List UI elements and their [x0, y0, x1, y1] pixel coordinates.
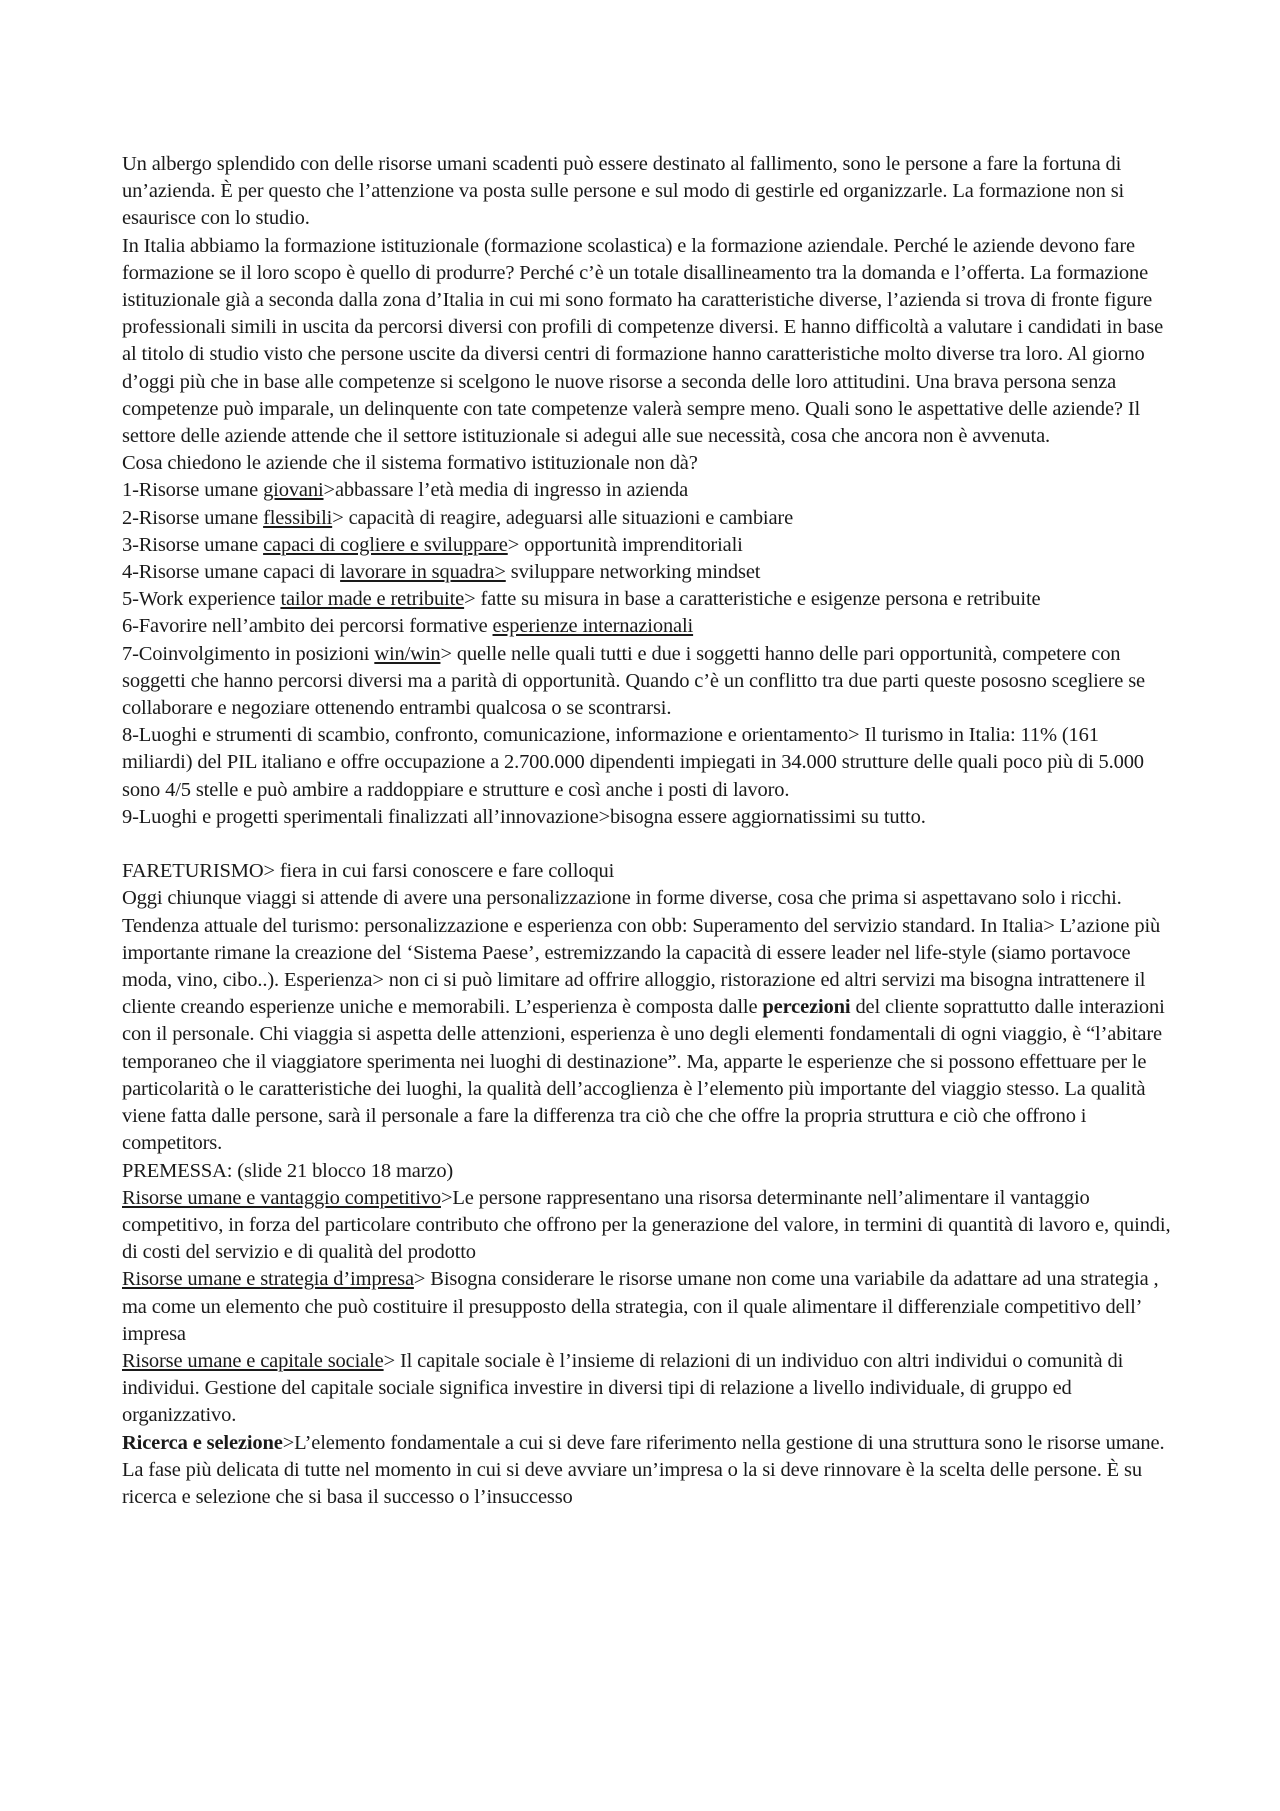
list-item: 4-Risorse umane capaci di lavorare in squadra> sviluppare networking mindset [122, 561, 761, 584]
formazione-paragraph: In Italia abbiamo la formazione istituzionale (formazione scolastica) e la formazione aziendale. Perché le aziende devono fare formazione se il loro scopo è quello di produrre? Perché c’è un totale disallineamento tra la domanda e l’offerta. La formazione istituzionale già a seconda dalla zona d’Italia in cui mi sono formato ha caratteristiche diverse, l’azienda si trova di fronte figure professionali simili in uscita da percorsi diversi con profili di competenze diversi. E hanno difficoltà a valutare i candidati in base al titolo di studio visto che persone uscite da diversi centri di formazione hanno caratteristiche molto diverse tra loro. Al giorno d’oggi più che in base alle competenze si scelgono le nuove risorse a seconda delle loro attitudini. Una brava persona senza competenze può imparale, un delinquente con tate competenze valerà sempre meno. Quali sono le aspettative delle aziende? Il settore delle aziende attende che il settore istituzionale si adegui alle sue necessità, cosa che ancora non è avvenuta. [122, 234, 1164, 448]
list-item: 5-Work experience tailor made e retribuite> fatte su misura in base a caratteristiche e esigenze persona e retribuite [122, 588, 1041, 611]
document-body [122, 151, 1172, 1511]
list-item: 7-Coinvolgimento in posizioni win/win> quelle nelle quali tutti e due i soggetti hanno delle pari opportunità, competere con soggetti che hanno percorsi diversi ma a parità di opportunità. Quando c’è un conflitto tra due parti queste pososno scegliere se collaborare e negoziare ottenendo entrambi qualcosa o se scontrarsi. [122, 642, 1145, 720]
blank-line [122, 831, 1172, 858]
section-paragraph: Risorse umane e capitale sociale> Il capitale sociale è l’insieme di relazioni di un individuo con altri individui o comunità di individui. Gestione del capitale sociale significa investire in diversi tipi di relazione a livello individuale, di gruppo ed organizzativo. [122, 1349, 1124, 1427]
list-item: 8-Luoghi e strumenti di scambio, confronto, comunicazione, informazione e orientamento> Il turismo in Italia: 11% (161 miliardi) del PIL italiano e offre occupazione a 2.700.000 dipendenti impiegati in 34.000 strutture delle quali poco più di 5.000 sono 4/5 stelle e può ambire a raddoppiare e strutture e così anche i posti di lavoro. [122, 724, 1144, 801]
oggi-paragraph: Oggi chiunque viaggi si attende di avere una personalizzazione in forme diverse, cosa che prima si aspettavano solo i ricchi. [122, 887, 1122, 910]
list-item: 1-Risorse umane giovani>abbassare l’età media di ingresso in azienda [122, 479, 689, 502]
intro-paragraph: Un albergo splendido con delle risorse umani scadenti può essere destinato al fallimento, sono le persone a fare la fortuna di un’azienda. È per questo che l’attenzione va posta sulle persone e sul modo di gestirle ed organizzarle. La formazione non si esaurisce con lo studio. [122, 153, 1125, 230]
tendenza-paragraph: Tendenza attuale del turismo: personalizzazione e esperienza con obb: Superamento del servizio standard. In Italia> L’azione più importante rimane la creazione del ‘Sistema Paese’, estremizzando la capacità di essere leader nel life-style (siamo portavoce moda, vino, cibo..). Esperienza> non ci si può limitare ad offrire alloggio, ristorazione ed altri servizi ma bisogna intrattenere il cliente creando esperienze uniche e memorabili. L’esperienza è composta dalle percezioni del cliente soprattutto dalle interazioni con il personale. Chi viaggia si aspetta delle attenzioni, esperienza è uno degli elementi fondamentali di ogni viaggio, è “l’abitare temporaneo che il viaggiatore sperimenta nei luoghi di destinazione”. Ma, apparte le esperienze che si possono effettuare per le particolarità o le caratteristiche dei luoghi, la qualità dell’accoglienza è l’elemento più importante del viaggio stesso. La qualità viene fatta dalle persone, sarà il personale a fare la differenza tra ciò che che offre la propria struttura e ciò che offrono i competitors. [122, 914, 1165, 1155]
question-paragraph: Cosa chiedono le aziende che il sistema formativo istituzionale non dà? [122, 452, 698, 475]
section-paragraph: Risorse umane e vantaggio competitivo>Le persone rappresentano una risorsa determinante nell’alimentare il vantaggio competitivo, in forza del particolare contributo che offrono per la generazione del valore, in termini di quantità di lavoro e, quindi, di costi del servizio e di qualità del prodotto [122, 1186, 1171, 1264]
ricerca-paragraph: Ricerca e selezione>L’elemento fondamentale a cui si deve fare riferimento nella gestione di una struttura sono le risorse umane. La fase più delicata di tutte nel momento in cui si deve avviare un’impresa o la si deve rinnovare è la scelta delle persone. È su ricerca e selezione che si basa il successo o l’insuccesso [122, 1431, 1165, 1508]
section-paragraph: Risorse umane e strategia d’impresa> Bisogna considerare le risorse umane non come una variabile da adattare ad una strategia , ma come un elemento che può costituire il presupposto della strategia, con il quale alimentare il differenziale competitivo dell’ impresa [122, 1268, 1159, 1345]
list-item: 3-Risorse umane capaci di cogliere e sviluppare> opportunità imprenditoriali [122, 533, 743, 556]
list-item: 9-Luoghi e progetti sperimentali finalizzati all’innovazione>bisogna essere aggiornatissimi su tutto. [122, 805, 926, 828]
list-item: 2-Risorse umane flessibili> capacità di reagire, adeguarsi alle situazioni e cambiare [122, 506, 794, 529]
premessa-line: PREMESSA: (slide 21 blocco 18 marzo) [122, 1159, 454, 1182]
list-item: 6-Favorire nell’ambito dei percorsi formative esperienze internazionali [122, 615, 694, 638]
fareturismo-line: FARETURISMO> fiera in cui farsi conoscere e fare colloqui [122, 860, 615, 883]
